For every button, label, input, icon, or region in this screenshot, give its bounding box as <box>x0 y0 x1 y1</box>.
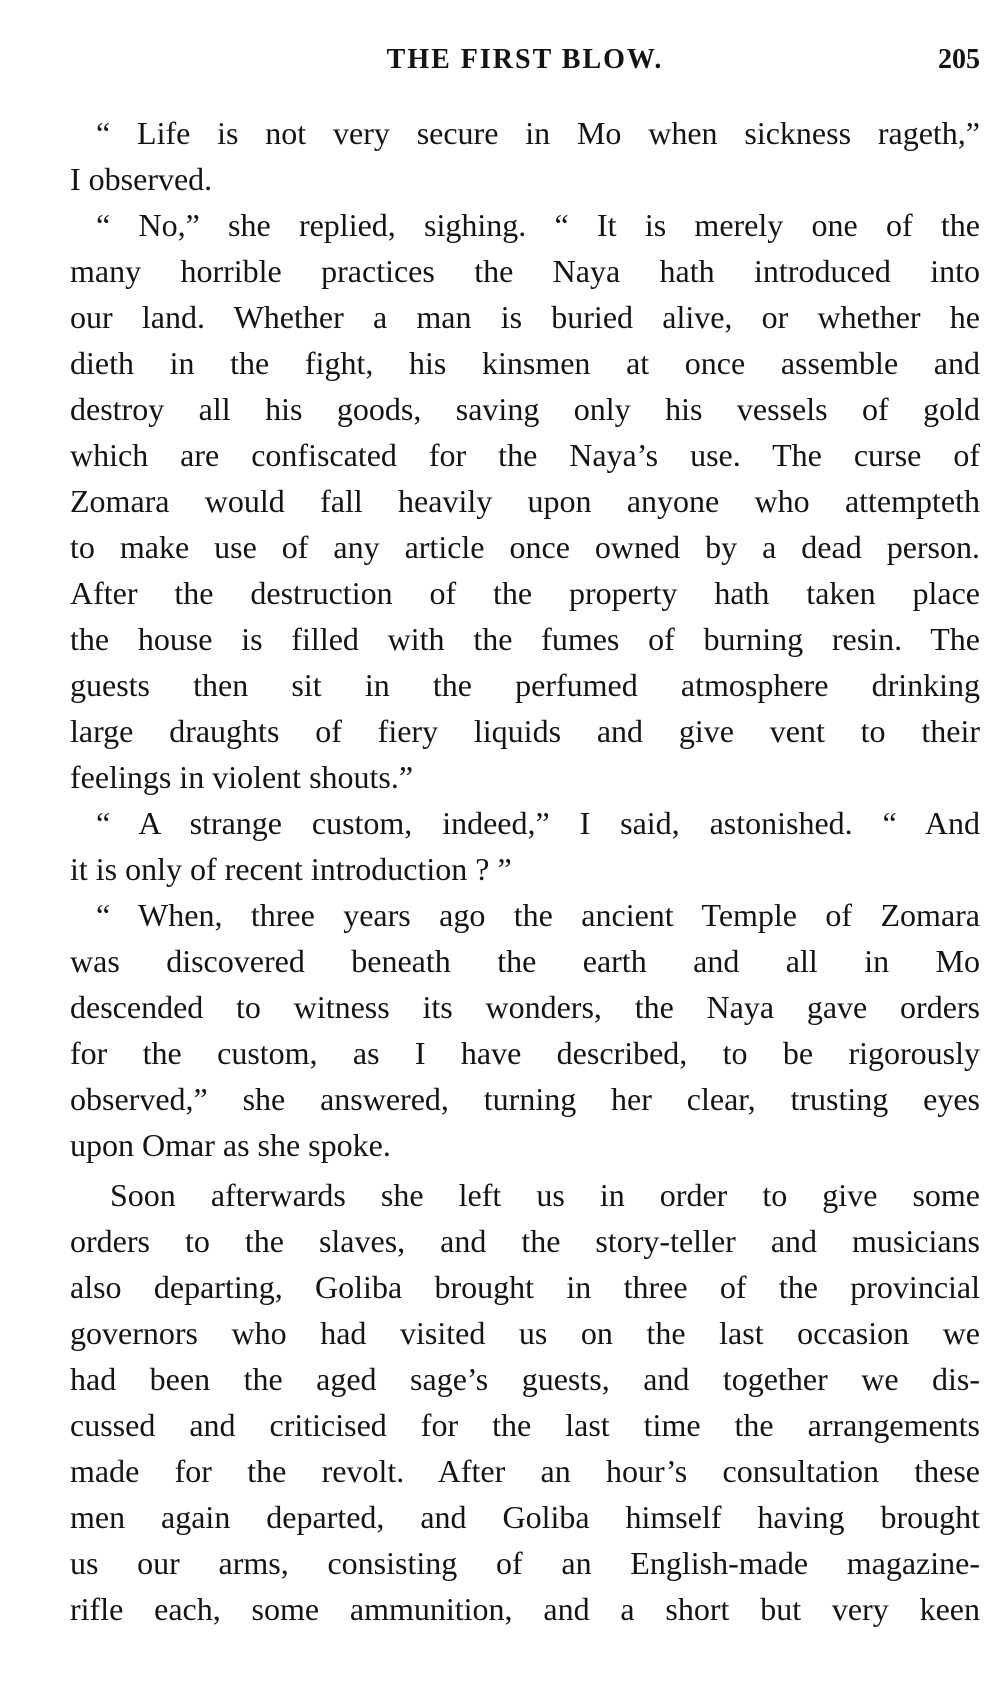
body-text <box>70 110 980 1632</box>
text-line: rifle each, some ammunition, and a short but very keen <box>70 1591 980 1627</box>
text-line: feelings in violent shouts.” <box>70 759 414 795</box>
text-line: destroy all his goods, saving only his vessels of gold <box>70 391 980 427</box>
text-line: large draughts of fiery liquids and give vent to their <box>70 713 980 749</box>
text-line: to make use of any article once owned by a dead person. <box>70 529 980 565</box>
text-line: Zomara would fall heavily upon anyone who attempteth <box>70 483 980 519</box>
text-line: guests then sit in the perfumed atmosphere drinking <box>70 667 980 703</box>
paragraph-5 <box>70 1172 980 1632</box>
text-line: the house is filled with the fumes of burning resin. The <box>70 621 980 657</box>
running-title: THE FIRST BLOW. <box>386 44 664 75</box>
text-line: was discovered beneath the earth and all in Mo <box>70 943 980 979</box>
text-line: which are confiscated for the Naya’s use. The curse of <box>70 437 980 473</box>
text-line: upon Omar as she spoke. <box>70 1127 391 1163</box>
text-line: it is only of recent introduction ? ” <box>70 851 512 887</box>
running-head <box>70 44 980 84</box>
paragraph-4 <box>70 892 980 1168</box>
text-line: men again departed, and Goliba himself having brought <box>70 1499 980 1535</box>
text-line: I observed. <box>70 161 213 197</box>
text-line: descended to witness its wonders, the Naya gave orders <box>70 989 980 1025</box>
page-number: 205 <box>938 44 980 75</box>
text-line: dieth in the fight, his kinsmen at once assemble and <box>70 345 980 381</box>
text-line: cussed and criticised for the last time the arrangements <box>70 1407 980 1443</box>
text-line: our land. Whether a man is buried alive, or whether he <box>70 299 980 335</box>
text-line: “ No,” she replied, sighing. “ It is merely one of the <box>96 207 980 243</box>
text-line: also departing, Goliba brought in three of the provincial <box>70 1269 980 1305</box>
text-line: had been the aged sage’s guests, and together we dis- <box>70 1361 980 1397</box>
text-line: us our arms, consisting of an English-made magazine- <box>70 1545 980 1581</box>
text-line: “ Life is not very secure in Mo when sickness rageth,” <box>96 115 980 151</box>
text-line: observed,” she answered, turning her clear, trusting eyes <box>70 1081 980 1117</box>
text-line: orders to the slaves, and the story-teller and musicians <box>70 1223 980 1259</box>
text-line: “ When, three years ago the ancient Temple of Zomara <box>96 897 980 933</box>
text-line: for the custom, as I have described, to be rigorously <box>70 1035 980 1071</box>
paragraph-1 <box>70 110 980 202</box>
paragraph-3 <box>70 800 980 892</box>
text-line: After the destruction of the property hath taken place <box>70 575 980 611</box>
text-line: made for the revolt. After an hour’s consultation these <box>70 1453 980 1489</box>
paragraph-2 <box>70 202 980 800</box>
text-line: many horrible practices the Naya hath introduced into <box>70 253 980 289</box>
text-line: Soon afterwards she left us in order to give some <box>110 1177 980 1213</box>
text-line: “ A strange custom, indeed,” I said, astonished. “ And <box>96 805 980 841</box>
text-line: governors who had visited us on the last occasion we <box>70 1315 980 1351</box>
